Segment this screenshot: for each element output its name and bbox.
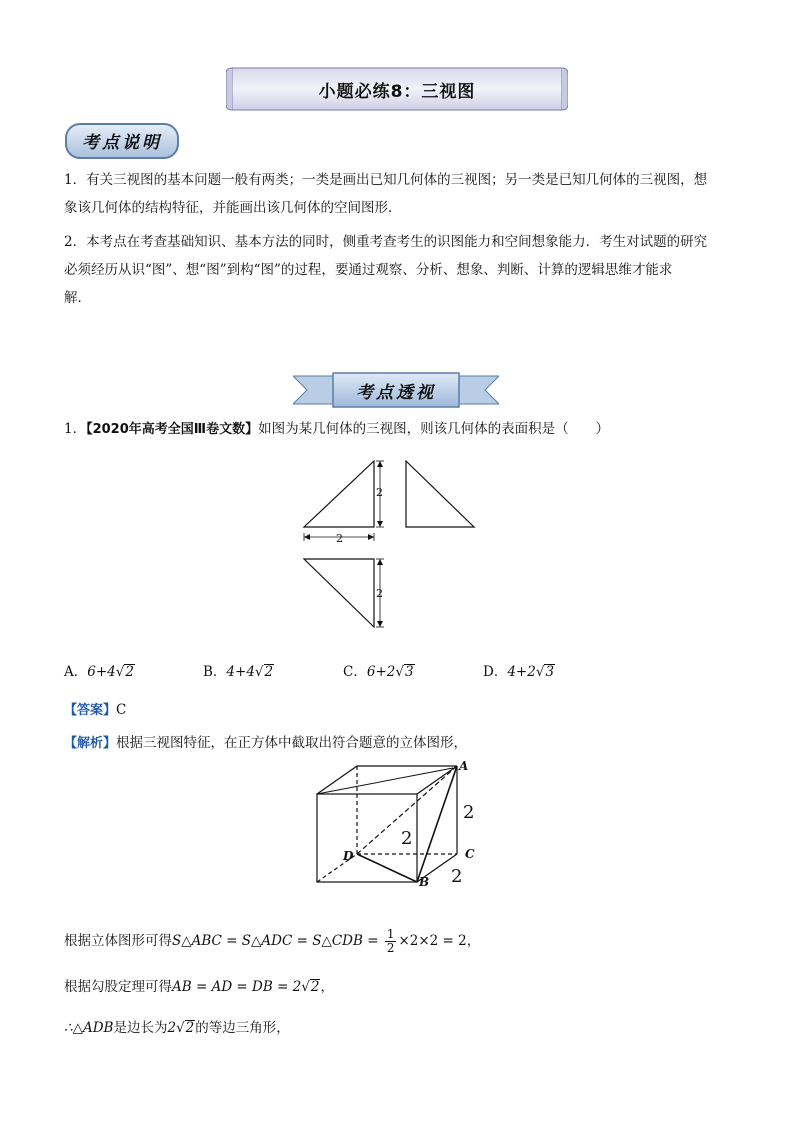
option-a[interactable]: A．6+4√2 bbox=[64, 664, 134, 680]
explanation-intro: 【解析】根据三视图特征，在正方体中截取出符合题意的立体图形， bbox=[64, 735, 468, 751]
answer-value: C bbox=[116, 702, 127, 718]
fraction-half: $\frac{1}{2}$ bbox=[386, 927, 395, 955]
dim-top-depth: 2 bbox=[376, 587, 383, 600]
para2-line3: 解． bbox=[64, 290, 91, 306]
question-text: 如图为某几何体的三视图，则该几何体的表面积是（ ） bbox=[258, 421, 610, 437]
cube-edge-label-1: 2 bbox=[463, 802, 475, 823]
question-source: 【2020年高考全国Ⅲ卷文数】 bbox=[86, 422, 259, 437]
badge-insight-text: 考点透视 bbox=[356, 383, 436, 403]
dim-front-height: 2 bbox=[376, 486, 383, 499]
para1-line1: 1．有关三视图的基本问题一般有两类；一类是画出已知几何体的三视图；另一类是已知几何体的三视图，想 bbox=[64, 172, 708, 188]
three-view-diagram bbox=[296, 455, 486, 635]
para1-line2: 象该几何体的结构特征，并能画出该几何体的空间图形． bbox=[64, 200, 402, 216]
section-badge-explain bbox=[64, 122, 180, 160]
cube-label-d: D bbox=[343, 849, 354, 863]
answer-label: 【答案】 bbox=[64, 703, 117, 718]
explanation-line-2: 根据勾股定理可得AB = AD = DB = 2√2， bbox=[64, 979, 334, 995]
para2-line1: 2．本考点在考查基础知识、基本方法的同时，侧重考查考生的识图能力和空间想象能力．考生对试题的研究 bbox=[64, 234, 708, 250]
question-number: 1． bbox=[64, 421, 87, 437]
explanation-line-1: 根据立体图形可得S△ABC = S△ADC = S△CDB = $\frac{1}{2}$ ×2×2 = 2， bbox=[64, 927, 481, 955]
side-view bbox=[406, 461, 474, 527]
dim-front-width: 2 bbox=[336, 532, 343, 545]
para2-line2: 必须经历从识“图”、想“图”到构“图”的过程，要通过观察、分析、想象、判断、计算的逻辑思维才能求 bbox=[64, 262, 673, 278]
option-b[interactable]: B．4+4√2 bbox=[203, 664, 274, 680]
title-banner bbox=[226, 64, 568, 114]
section-badge-insight bbox=[293, 372, 499, 408]
explain-paragraph-2 bbox=[64, 228, 730, 312]
cube-edge-label-2: 2 bbox=[401, 828, 413, 849]
question-1 bbox=[64, 417, 609, 437]
front-view bbox=[304, 461, 374, 527]
answer-line bbox=[64, 699, 126, 718]
option-c[interactable]: C．6+2√3 bbox=[343, 664, 414, 680]
badge-explain-text: 考点说明 bbox=[82, 133, 162, 153]
explanation-label: 【解析】 bbox=[64, 736, 117, 751]
explain-paragraph-1 bbox=[64, 166, 730, 222]
cube-edge-label-3: 2 bbox=[451, 866, 463, 887]
option-d[interactable]: D．4+2√3 bbox=[483, 664, 555, 680]
top-view bbox=[304, 559, 374, 627]
cube-diagram bbox=[305, 758, 485, 888]
cube-label-c: C bbox=[465, 847, 475, 861]
page-title: 小题必练8：三视图 bbox=[318, 82, 476, 102]
cube-label-b: B bbox=[419, 875, 430, 888]
explanation-line-3: ∴△ADB是边长为2√2的等边三角形， bbox=[64, 1020, 290, 1036]
cube-label-a: A bbox=[459, 759, 469, 773]
